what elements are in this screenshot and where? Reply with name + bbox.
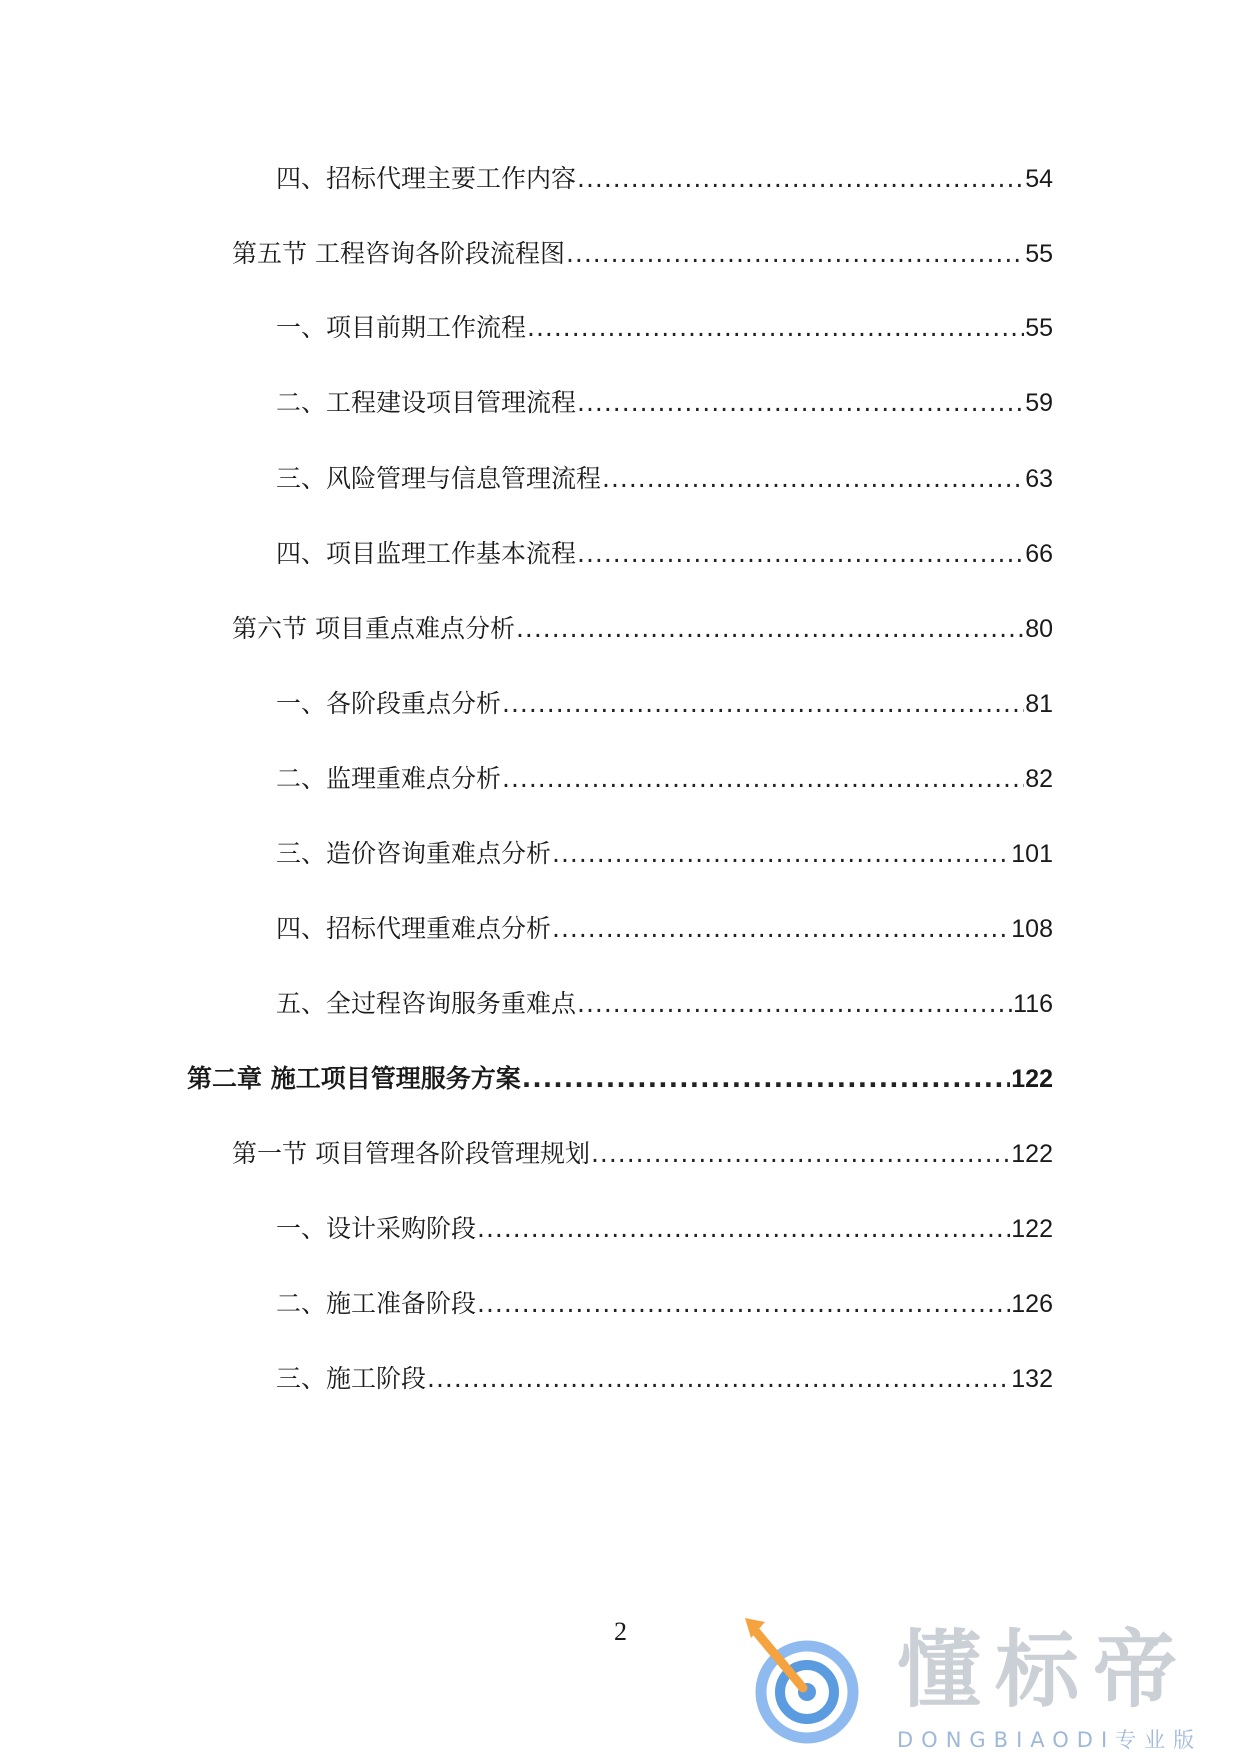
toc-entry-title: 三、风险管理与信息管理流程 (276, 464, 602, 493)
toc-entry[interactable] (232, 237, 1053, 271)
toc-entry[interactable] (276, 987, 1053, 1021)
watermark-subtitle: DONGBIAODI专业版 (897, 1728, 1203, 1752)
toc-entry-title: 一、项目前期工作流程 (276, 313, 527, 342)
toc-entry[interactable] (232, 1137, 1053, 1171)
toc-entry-page: 82 (1025, 765, 1053, 793)
toc-entry[interactable] (276, 1287, 1053, 1321)
toc-entry-title: 四、项目监理工作基本流程 (276, 539, 577, 568)
toc-entry[interactable] (276, 1212, 1053, 1246)
toc-entry-page: 101 (1011, 840, 1053, 868)
toc-entry-page: 54 (1025, 165, 1053, 193)
toc-entry-title: 第一节 项目管理各阶段管理规划 (232, 1139, 590, 1168)
page-number: 2 (614, 1617, 627, 1646)
toc-entry-page: 122 (1011, 1140, 1053, 1168)
toc-entry[interactable] (276, 762, 1053, 796)
toc-entry-page: 126 (1011, 1290, 1053, 1318)
toc-dot-leader (577, 386, 1024, 420)
toc-dot-leader (477, 1212, 1010, 1246)
toc-dot-leader (602, 462, 1024, 496)
toc-entry-title: 一、各阶段重点分析 (276, 689, 502, 718)
toc-entry-title: 一、设计采购阶段 (276, 1214, 477, 1243)
toc-entry-page: 116 (1013, 990, 1053, 1018)
watermark-brand: 懂标帝 (897, 1621, 1192, 1719)
toc-entry-title: 二、监理重难点分析 (276, 764, 502, 793)
toc-entry[interactable] (276, 912, 1053, 946)
toc-entry[interactable] (276, 537, 1053, 571)
toc-entry[interactable] (276, 687, 1053, 721)
toc-entry-page: 55 (1025, 314, 1053, 342)
toc-dot-leader (577, 987, 1012, 1021)
toc-entry[interactable] (276, 311, 1053, 345)
toc-dot-leader (427, 1362, 1010, 1396)
toc-entry-chapter[interactable] (187, 1062, 1053, 1096)
toc-entry-page: 81 (1025, 690, 1053, 718)
toc-entry-page: 80 (1025, 615, 1053, 643)
toc-dot-leader (552, 837, 1010, 871)
toc-dot-leader (552, 912, 1010, 946)
toc-entry-title: 第二章 施工项目管理服务方案 (187, 1064, 521, 1093)
toc-dot-leader (502, 762, 1024, 796)
toc-entry-page: 66 (1025, 540, 1053, 568)
toc-entry-page: 122 (1011, 1065, 1053, 1093)
toc-dot-leader (477, 1287, 1010, 1321)
toc-entry-title: 二、施工准备阶段 (276, 1289, 477, 1318)
toc-entry-title: 三、造价咨询重难点分析 (276, 839, 552, 868)
watermark (745, 1616, 1225, 1754)
toc-entry-page: 59 (1025, 389, 1053, 417)
toc-entry[interactable] (276, 462, 1053, 496)
toc-entry-page: 63 (1025, 465, 1053, 493)
toc-dot-leader (522, 1062, 1011, 1096)
toc-entry-page: 108 (1011, 915, 1053, 943)
toc-entry-page: 122 (1011, 1215, 1053, 1243)
toc-dot-leader (591, 1137, 1010, 1171)
toc-dot-leader (577, 537, 1024, 571)
toc-entry[interactable] (276, 162, 1053, 196)
toc-entry-page: 132 (1011, 1365, 1053, 1393)
toc-entry[interactable] (276, 837, 1053, 871)
toc-entry[interactable] (232, 612, 1053, 646)
toc-entry[interactable] (276, 386, 1053, 420)
toc-entry-title: 四、招标代理主要工作内容 (276, 164, 577, 193)
toc-dot-leader (502, 687, 1024, 721)
toc-entry-title: 三、施工阶段 (276, 1364, 427, 1393)
toc-entry[interactable] (276, 1362, 1053, 1396)
toc-entry-page: 55 (1025, 240, 1053, 268)
toc-dot-leader (577, 162, 1024, 196)
toc-entry-title: 四、招标代理重难点分析 (276, 914, 552, 943)
toc-entry-title: 第五节 工程咨询各阶段流程图 (232, 239, 565, 268)
toc-entry-title: 二、工程建设项目管理流程 (276, 388, 577, 417)
toc-dot-leader (566, 237, 1024, 271)
toc-dot-leader (527, 311, 1024, 345)
toc-entry-title: 第六节 项目重点难点分析 (232, 614, 515, 643)
toc-dot-leader (516, 612, 1024, 646)
toc-entry-title: 五、全过程咨询服务重难点 (276, 989, 577, 1018)
target-logo-icon (745, 1616, 865, 1754)
